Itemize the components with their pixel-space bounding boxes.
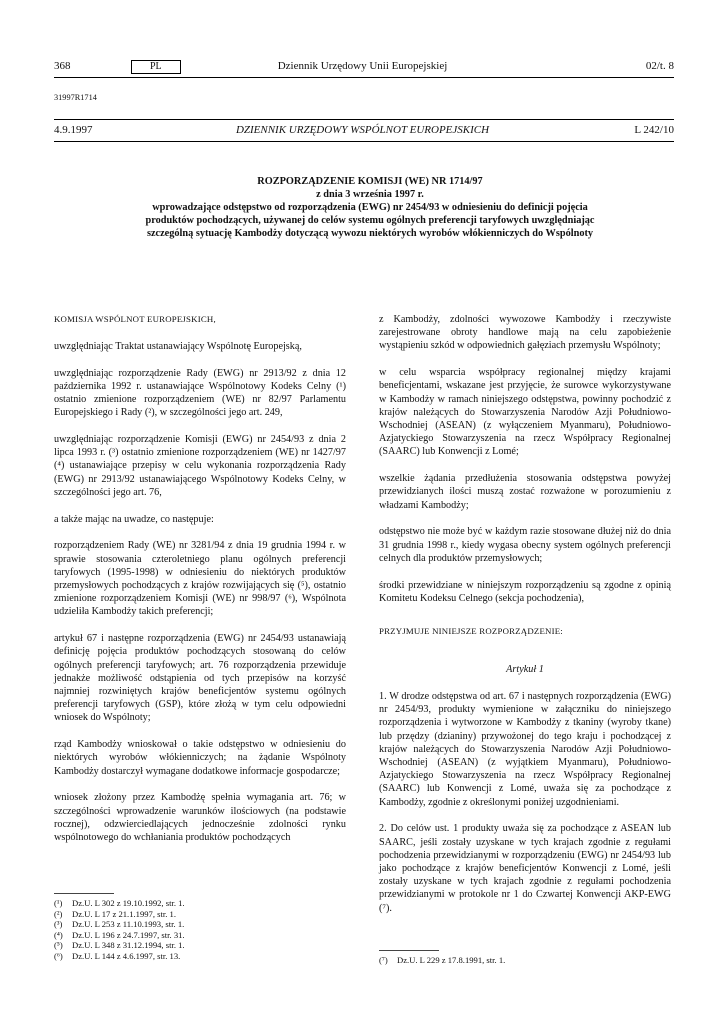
recital-treaty: uwzględniając Traktat ustanawiający Wspólnotę Europejską, [54,340,302,352]
article-1-heading: Artykuł 1 [506,664,544,676]
footnote: (³) Dz.U. L 253 z 11.10.1993, str. 1. [54,919,185,930]
footnote: (¹) Dz.U. L 302 z 19.10.1992, str. 1. [54,898,185,908]
enacting-formula: PRZYJMUJE NINIEJSZE ROZPORZĄDZENIE: [379,626,563,637]
whereas-4: wniosek złożony przez Kambodżę spełnia wymagania art. 76; w szczególności wprowadzenie warunków ilościowych (na podstawie rocznej), odzwierciedlających jednocześnie zdolności rynku wspólnotowego do wchłaniania produktów pochodzących [54,792,346,844]
celex-number: 31997R1714 [54,93,97,102]
footnote: (⁴) Dz.U. L 196 z 24.7.1997, str. 31. [54,929,185,940]
footnote-separator-left [54,893,114,894]
title-line-5: szczególną sytuację Kambodży dotyczącą wywozu niektórych wyrobów włókienniczych do Wspólnoty [146,228,594,239]
right-column [379,313,671,928]
footnote-separator-right [379,950,439,951]
whereas-5: w celu wsparcia współpracy regionalnej między krajami beneficjentami, wskazane jest przyjęcie, że surowce wykorzystywane w Kambodży w ramach niniejszego odstępstwa, powinny pochodzić z krajów należących do Stowarzyszenia Narodów Azji Południowo-Wschodniej (ASEAN) (z wyłączeniem Myanmaru), Południowo-Azjatyckiego Stowarzyszenia na rzecz Współpracy Regionalnej (SAARC) lub Konwencji z Lomé; [379,367,671,458]
original-journal-title: DZIENNIK URZĘDOWY WSPÓLNOT EUROPEJSKICH [235,124,490,136]
whereas-7: odstępstwo nie może być w każdym razie stosowane dłużej niż do dnia 31 grudnia 1998 r., kiedy wygasa obecny system ogólnych preferencji celnych dla produktów przemysłowych; [379,526,671,564]
whereas-3: rząd Kambodży wnioskował o takie odstępstwo w odniesieniu do niektórych wyrobów włókienniczych; na żądanie Wspólnoty Kambodży dostarczył wymagane dodatkowe informacje gospodarcze; [54,739,346,777]
footnotes-left [54,898,185,962]
footnotes-right [379,955,505,966]
edition-number: 02/t. 8 [645,60,674,72]
whereas-intro: a także mając na uwadze, co następuje: [54,513,214,525]
footnote: (⁷) Dz.U. L 229 z 17.8.1991, str. 1. [379,955,506,965]
original-header-bottom-rule [54,141,674,142]
article-1-paragraph-2: 2. Do celów ust. 1 produkty uważa się za pochodzące z ASEAN lub SAARC, jeśli zostały uzyskane w tych krajach zgodnie z regułami pochodzenia przewidzianymi w rozporządzeniu (EWG) nr 2454/93 lub jako pochodzące z krajów beneficjentów Konwencji z Lomé, jeśli zostały uzyskane w tych krajach zgodnie z regułami pochodzenia przewidzianymi w protokole nr 1 do Czwartej Konwencji AKP-EWG (⁷). [379,823,671,914]
whereas-6: wszelkie żądania przedłużenia stosowania odstępstwa powyżej przewidzianych ilości muszą zostać rozważone w porozumieniu z władzami Kambodży; [379,473,671,511]
footnote: (⁵) Dz.U. L 348 z 31.12.1994, str. 1. [54,940,185,951]
article-1-paragraph-1: 1. W drodze odstępstwa od art. 67 i następnych rozporządzenia (EWG) nr 2454/93, produkty wymienione w załączniku do niniejszego rozporządzenia i wytworzone w Kambodży z tkaniny (wyroby tkane) lub przędzy (dzianiny) przywożonej do tego kraju i pochodzącej z krajów należących do Stowarzyszenia Narodów Azji Południowo-Wschodniej (ASEAN) (z wyjątkiem Myanmaru), Południowo-Azjatyckiego Stowarzyszenia na rzecz Współpracy Regionalnej (SAARC) lub Konwencji z Lomé, uważa się za pochodzące z Kambodży, zgodnie z określonymi poniżej uzgodnieniami. [379,691,671,808]
left-column [54,313,346,858]
title-line-3: wprowadzające odstępstwo od rozporządzenia (EWG) nr 2454/93 w odniesieniu do definicji pojęcia [152,202,588,213]
preamble-institution: KOMISJA WSPÓLNOT EUROPEJSKICH, [54,314,216,324]
whereas-4-continued: z Kambodży, zdolności wywozowe Kambodży i rzeczywiste zarejestrowane obroty handlowe mają na celu zapobieżenie wystąpieniu szkód w odpowiednich gałęziach przemysłu Wspólnoty; [379,314,671,352]
journal-reference: L 242/10 [634,124,674,136]
whereas-8: środki przewidziane w niniejszym rozporządzeniu są zgodne z opinią Komitetu Kodeksu Celnego (sekcja pochodzenia), [379,579,671,604]
recital-regulation-2454-93: uwzględniając rozporządzenie Komisji (EWG) nr 2454/93 z dnia 2 lipca 1993 r. (³) ostatnio zmienione rozporządzeniem (WE) nr 1427/97 (⁴) ustanawiające przepisy w celu wykonania rozporządzenia Rady (EWG) nr 2913/92 ustanawiającego Wspólnotowy Kodeks Celny, w szczególności jego art. 76, [54,434,346,498]
page-number: 368 [54,60,71,72]
title-line-2: z dnia 3 września 1997 r. [316,189,424,200]
title-line-1: ROZPORZĄDZENIE KOMISJI (WE) NR 1714/97 [257,176,483,187]
recital-regulation-2913-92: uwzględniając rozporządzenie Rady (EWG) nr 2913/92 z dnia 12 października 1992 r. ustanawiające Wspólnotowy Kodeks Celny (¹) ostatnio zmienione rozporządzeniem (WE) nr 82/97 Parlamentu Europejskiego i Rady (²), w szczególności jego art. 249, [54,367,346,419]
journal-title: Dziennik Urzędowy Unii Europejskiej [277,60,448,72]
whereas-2: artykuł 67 i następne rozporządzenia (EWG) nr 2454/93 ustanawiają definicję pojęcia produktów pochodzących stosowaną do celów ogólnych preferencji taryfowych; art. 76 rozporządzenia przewiduje jednakże możliwość odstąpienia od tych przepisów na korzyść najmniej rozwiniętych krajów beneficjentów systemu ogólnych preferencji taryfowych (GSP), które złożą w tym celu odpowiedni wniosek do Wspólnoty; [54,633,346,724]
document-title [60,175,680,240]
language-badge: PL [131,60,181,74]
footnote: (⁶) Dz.U. L 144 z 4.6.1997, str. 13. [54,950,181,961]
footnote: (²) Dz.U. L 17 z 21.1.1997, str. 1. [54,908,176,919]
original-header-top-rule [54,119,674,120]
title-line-4: produktów pochodzących, używanej do celów systemu ogólnych preferencji taryfowych uwzględniając [145,215,595,226]
publication-date: 4.9.1997 [54,124,93,136]
header-rule [54,77,674,78]
whereas-1: rozporządzeniem Rady (WE) nr 3281/94 z dnia 19 grudnia 1994 r. w sprawie stosowania czteroletniego planu ogólnych preferencji taryfowych (1995-1998) w odniesieniu do niektórych produktów przemysłowych pochodzących z krajów rozwijających się (⁵), ostatnio zmienione rozporządzeniem Komisji (WE) nr 998/97 (⁶), Wspólnota udzieliła Kambodży takich preferencji; [54,540,346,618]
